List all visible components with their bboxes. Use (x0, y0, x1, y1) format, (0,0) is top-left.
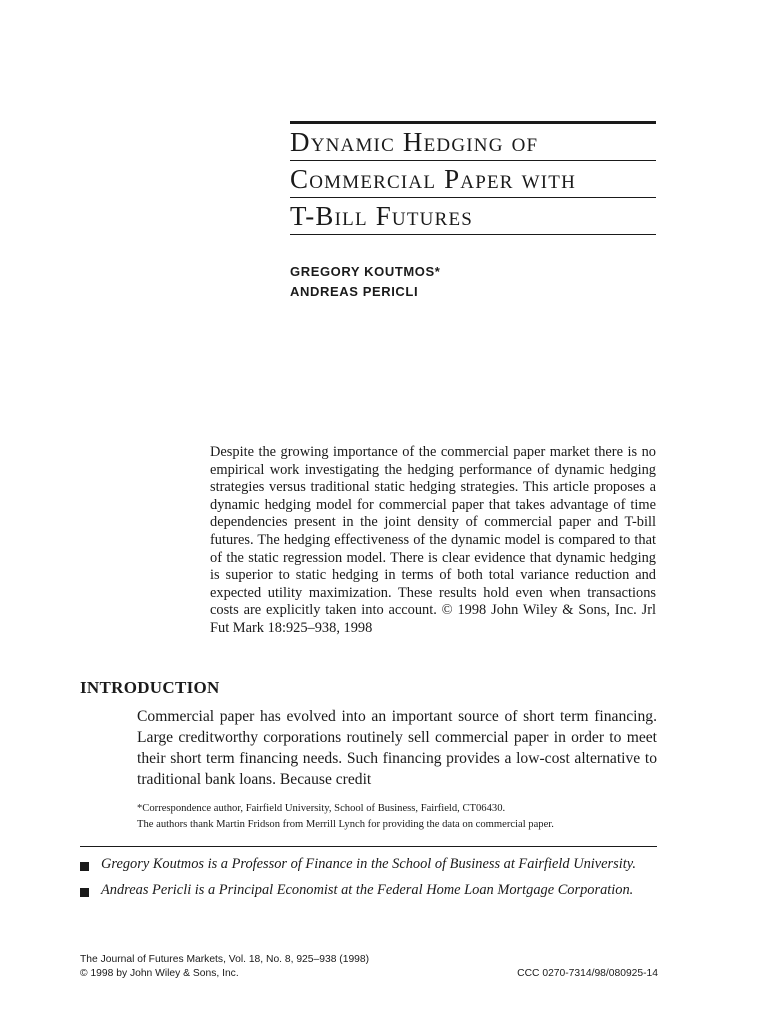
title-line-1: Dynamic Hedging of (290, 127, 539, 157)
footer-row (80, 967, 658, 981)
author-bio (80, 882, 660, 900)
section-heading-introduction: INTRODUCTION (80, 678, 220, 697)
footnotes (137, 801, 662, 833)
journal-footer (80, 953, 658, 981)
journal-citation: The Journal of Futures Markets, Vol. 18, No. 8, 925–938 (1998) (80, 954, 370, 965)
title-rule-bottom (290, 234, 656, 235)
square-bullet-icon (80, 888, 89, 897)
author-bio-text: Gregory Koutmos is a Professor of Finance in the School of Business at Fairfield University. (101, 856, 636, 872)
footnote-correspondence: *Correspondence author, Fairfield University, School of Business, Fairfield, CT06430. (137, 803, 506, 814)
title-line-2: Commercial Paper with (290, 164, 576, 194)
author-bio-text: Andreas Pericli is a Principal Economist at the Federal Home Loan Mortgage Corporation. (101, 881, 634, 898)
footnote-divider (80, 846, 657, 847)
ccc-code: CCC 0270-7314/98/080925-14 (517, 968, 658, 979)
article-title (290, 121, 656, 235)
author-list (290, 262, 440, 302)
author-bio (80, 856, 660, 874)
abstract: Despite the growing importance of the commercial paper market there is no empirical work investigating the hedging performance of dynamic hedging strategies versus traditional static hedging strategies. This article proposes a dynamic hedging model for commercial paper that takes advantage of time dependencies present in the joint density of commercial paper and T-bill futures. The hedging effectiveness of the dynamic model is compared to that of the static regression model. There is clear evidence that dynamic hedging is superior to static hedging in terms of both total variance reduction and expected utility maximization. These results hold even when transactions costs are explicitly taken into account. © 1998 John Wiley & Sons, Inc. Jrl Fut Mark 18:925–938, 1998 (210, 444, 656, 636)
author-name: GREGORY KOUTMOS* (290, 264, 441, 279)
footnote-acknowledgment: The authors thank Martin Fridson from Merrill Lynch for providing the data on commercial paper. (137, 819, 554, 830)
title-line-3: T-Bill Futures (290, 201, 474, 231)
copyright-notice: © 1998 by John Wiley & Sons, Inc. (80, 968, 239, 979)
introduction-paragraph: Commercial paper has evolved into an important source of short term financing. Large creditworthy corporations routinely sell commercial paper in order to meet their short term financing needs. Such financing provides a low-cost alternative to traditional bank loans. Because credit (137, 708, 657, 788)
square-bullet-icon (80, 862, 89, 871)
author-bios (80, 856, 660, 907)
author-name: ANDREAS PERICLI (290, 284, 419, 299)
